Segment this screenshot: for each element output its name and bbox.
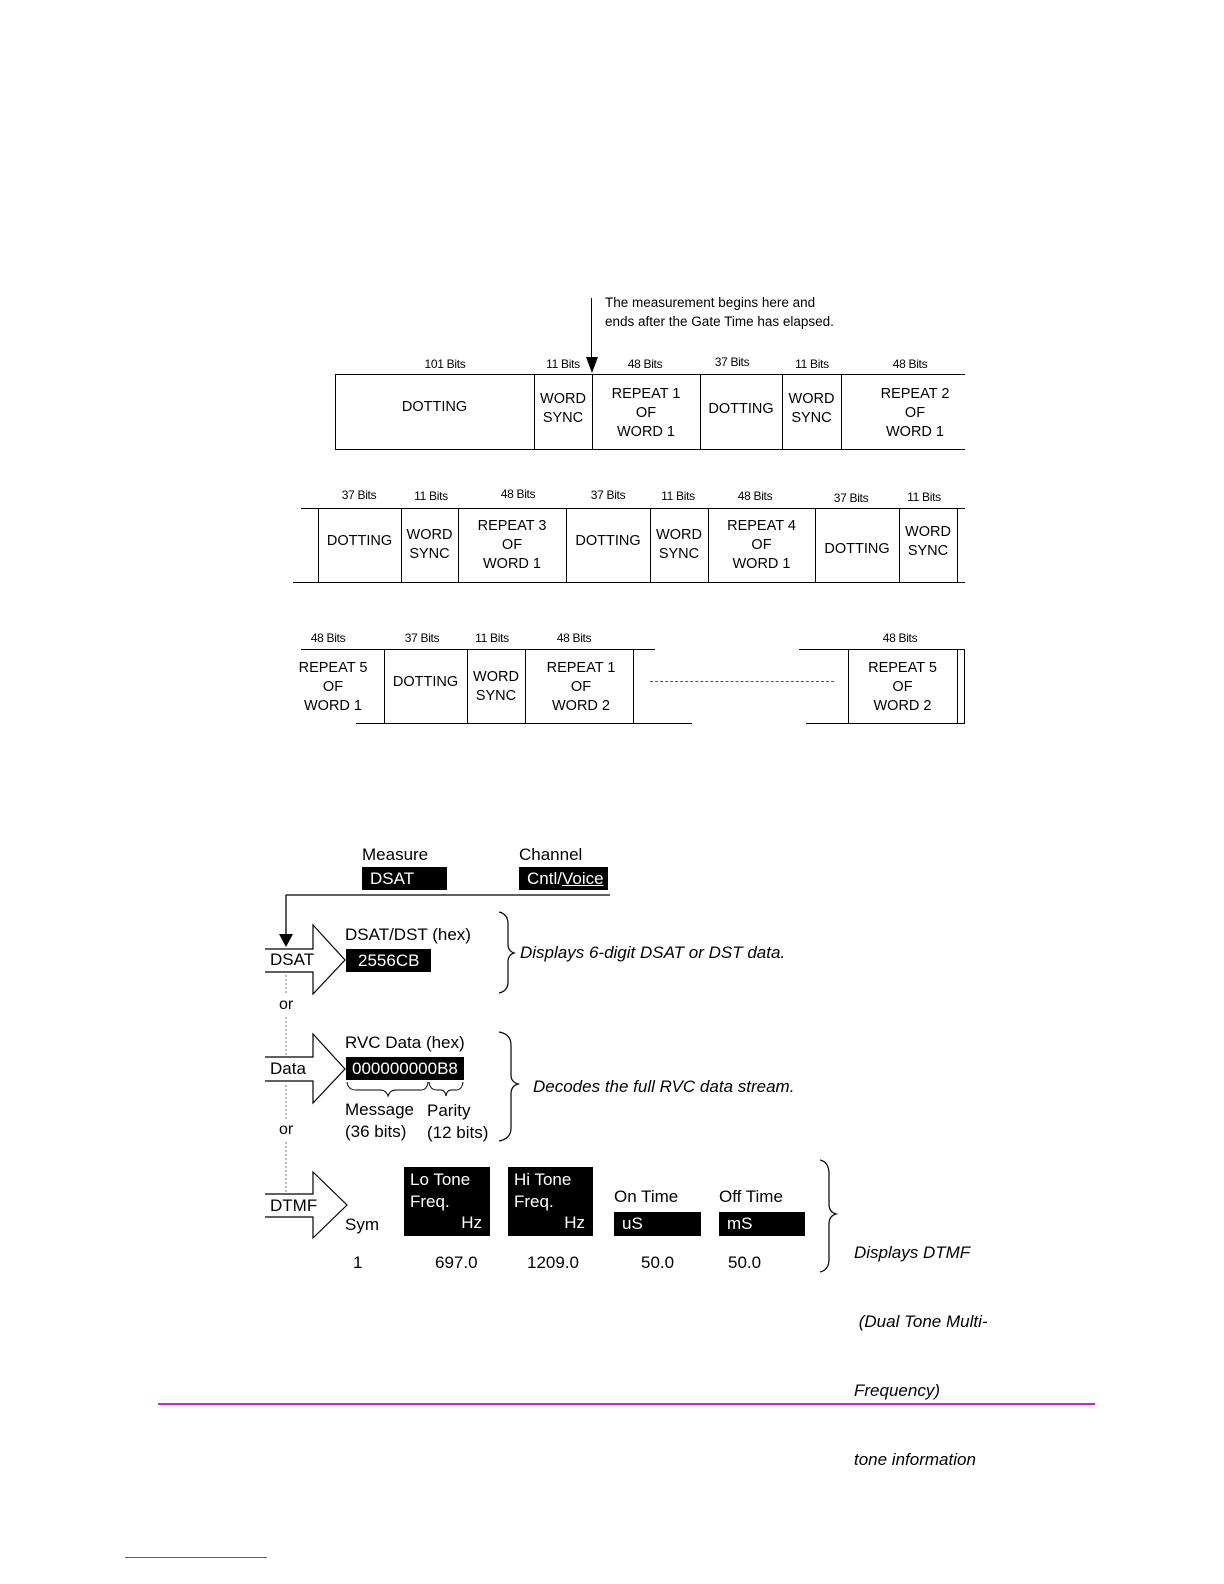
off-time-unit: mS: [719, 1212, 805, 1236]
hi-tone-value: 1209.0: [527, 1253, 579, 1272]
frame-field-repeat: REPEAT 1 OF WORD 1: [611, 385, 681, 440]
or-label: or: [279, 996, 294, 1013]
bit-count-label: 37 Bits: [404, 631, 440, 645]
measure-value: DSAT: [362, 867, 447, 890]
dtmf-sym-value: 1: [353, 1253, 363, 1272]
dsat-dst-label: DSAT/DST (hex): [345, 925, 471, 944]
bit-count-label: 48 Bits: [882, 631, 918, 645]
frame-field-dotting: DOTTING: [392, 673, 459, 690]
frame-field-repeat: REPEAT 5 OF WORD 1: [298, 659, 368, 714]
bit-count-label: 37 Bits: [714, 355, 750, 369]
frame-field-word-sync: WORD SYNC: [656, 527, 702, 562]
page-footnote-rule: [125, 1557, 267, 1558]
parity-label: Parity: [427, 1101, 471, 1120]
frame-field-dotting: DOTTING: [575, 532, 641, 549]
on-time-value: 50.0: [641, 1253, 675, 1272]
on-time-unit: uS: [614, 1212, 701, 1236]
frame-field-word-sync: WORD SYNC: [540, 391, 586, 426]
frame-field-dotting: DOTTING: [401, 398, 468, 415]
mode-label-data: Data: [270, 1059, 306, 1078]
lo-tone-value: 697.0: [435, 1253, 478, 1272]
frame-field-word-sync: WORD SYNC: [473, 669, 519, 704]
bit-count-label: 11 Bits: [475, 631, 509, 645]
hi-tone-freq-header: Hi Tone Freq. Hz: [508, 1167, 593, 1236]
dtmf-sym-label: Sym: [345, 1215, 379, 1234]
frame-field-repeat: REPEAT 2 OF WORD 1: [880, 385, 950, 440]
frame-field-word-sync: WORD SYNC: [905, 524, 951, 559]
frame-field-dotting: DOTTING: [326, 532, 393, 549]
channel-value: Cntl/Voice: [519, 867, 608, 890]
bit-count-label: 101 Bits: [424, 357, 466, 371]
parity-bits: (12 bits): [427, 1123, 489, 1142]
rvc-data-value: 000000000B8: [346, 1057, 464, 1080]
message-bits: (36 bits): [345, 1122, 407, 1141]
bit-count-label: 11 Bits: [661, 489, 695, 503]
annotation-line-2: ends after the Gate Time has elapsed.: [605, 314, 834, 329]
mode-label-dtmf: DTMF: [270, 1196, 318, 1215]
frame-field-repeat: REPEAT 1 OF WORD 2: [546, 659, 616, 714]
rvc-data-label: RVC Data (hex): [345, 1033, 465, 1052]
or-label: or: [279, 1121, 294, 1138]
bit-count-label: 11 Bits: [795, 357, 829, 371]
bit-count-label: 48 Bits: [627, 357, 663, 371]
bit-count-label: 48 Bits: [500, 487, 536, 501]
dtmf-note: Displays DTMF (Dual Tone Multi- Frequency) tone information: [854, 1243, 988, 1469]
off-time-label: Off Time: [719, 1187, 783, 1206]
frame-field-word-sync: WORD SYNC: [788, 391, 835, 426]
bit-count-label: 11 Bits: [546, 357, 580, 371]
frame-field-dotting: DOTTING: [824, 540, 890, 557]
bit-count-label: 37 Bits: [590, 488, 626, 502]
dsat-dst-value: 2556CB: [346, 949, 431, 972]
channel-label: Channel: [519, 845, 583, 864]
bit-count-label: 48 Bits: [737, 489, 773, 503]
bit-count-label: 48 Bits: [310, 631, 346, 645]
page-footer-rule: [158, 1403, 1095, 1405]
bit-count-label: 48 Bits: [556, 631, 592, 645]
bit-count-label: 48 Bits: [892, 357, 928, 371]
lo-tone-freq-header: Lo Tone Freq. Hz: [404, 1167, 490, 1236]
frame-field-repeat: REPEAT 4 OF WORD 1: [727, 517, 796, 572]
rvc-data-note: Decodes the full RVC data stream.: [533, 1077, 795, 1096]
annotation-line-1: The measurement begins here and: [605, 295, 816, 310]
measure-label: Measure: [362, 845, 429, 864]
on-time-label: On Time: [614, 1187, 679, 1206]
frame-field-dotting: DOTTING: [708, 400, 774, 417]
frame-field-repeat: REPEAT 3 OF WORD 1: [477, 517, 547, 572]
off-time-value: 50.0: [728, 1253, 762, 1272]
bit-count-label: 37 Bits: [833, 491, 869, 505]
bit-count-label: 11 Bits: [907, 490, 941, 504]
dsat-note: Displays 6-digit DSAT or DST data.: [520, 943, 786, 962]
frame-field-repeat: REPEAT 5 OF WORD 2: [868, 659, 937, 714]
bit-count-label: 11 Bits: [414, 489, 448, 503]
message-label: Message: [345, 1100, 414, 1119]
mode-label-dsat: DSAT: [270, 950, 315, 969]
frame-field-word-sync: WORD SYNC: [406, 527, 453, 562]
bit-count-label: 37 Bits: [341, 488, 377, 502]
